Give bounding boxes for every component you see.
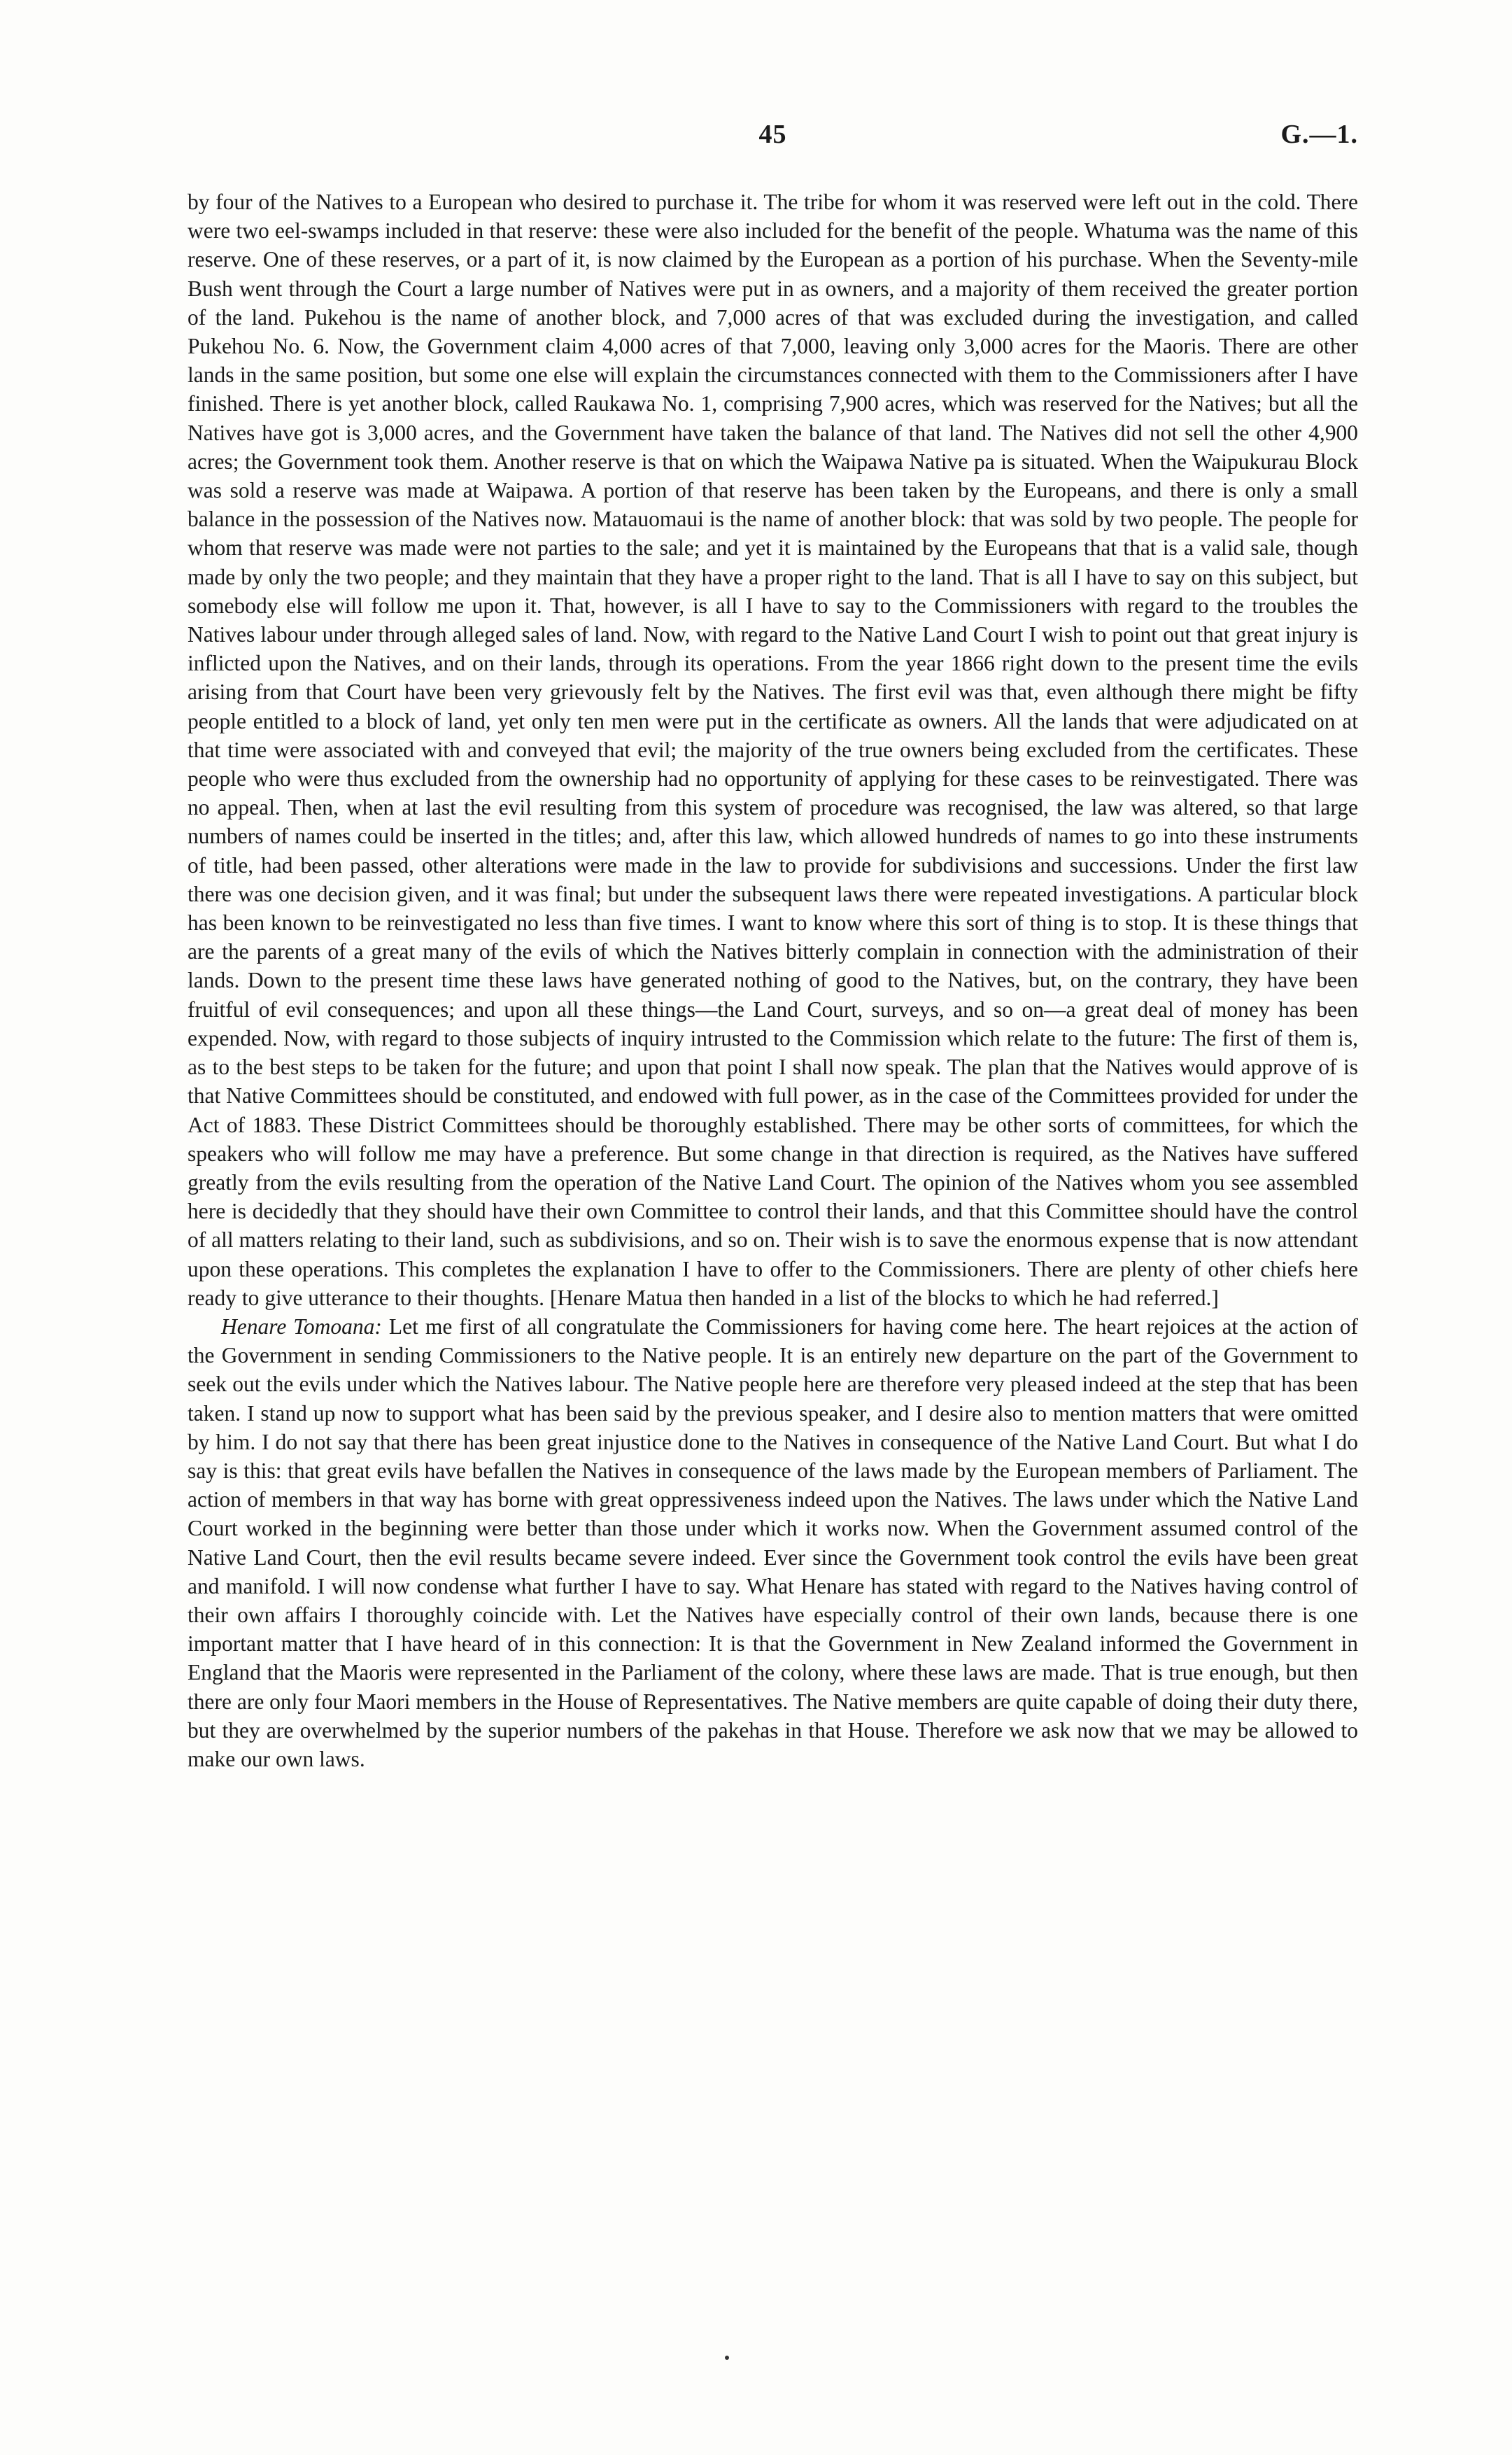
page-dot-mark	[725, 2356, 729, 2360]
page-header	[188, 119, 1358, 161]
paragraph-2	[188, 1312, 1358, 1773]
section-code: G.—1.	[1280, 120, 1358, 149]
paragraph-1	[188, 188, 1358, 1312]
body-text	[188, 188, 1358, 1773]
paragraph-1-text: by four of the Natives to a European who desired to purchase it. The tribe for whom it was reserved were left out in the cold. There were two eel-swamps included in that reserve: these were also included for the benefit of the people. Whatuma was the name of this reserve. One of these reserves, or a part of it, is now claimed by the European as a portion of his purchase. When the Seventy-mile Bush went through the Court a large number of Natives were put in as owners, and a majority of them received the greater portion of the land. Pukehou is the name of another block, and 7,000 acres of that was excluded during the investigation, and called Pukehou No. 6. Now, the Government claim 4,000 acres of that 7,000, leaving only 3,000 acres for the Maoris. There are other lands in the same position, but some one else will explain the circumstances connected with them to the Commissioners after I have finished. There is yet another block, called Raukawa No. 1, comprising 7,900 acres, which was reserved for the Natives; but all the Natives have got is 3,000 acres, and the Government have taken the balance of that land. The Natives did not sell the other 4,900 acres; the Government took them. Another reserve is that on which the Waipawa Native pa is situated. When the Waipukurau Block was sold a reserve was made at Waipawa. A portion of that reserve has been taken by the Europeans, and there is only a small balance in the possession of the Natives now. Matauomaui is the name of another block: that was sold by two people. The people for whom that reserve was made were not parties to the sale; and yet it is maintained by the Europeans that that is a valid sale, though made by only the two people; and they maintain that they have a proper right to the land. That is all I have to say on this subject, but somebody else will follow me upon it. That, however, is all I have to say to the Commissioners with regard to the troubles the Natives labour under through alleged sales of land. Now, with regard to the Native Land Court I wish to point out that great injury is inflicted upon the Natives, and on their lands, through its operations. From the year 1866 right down to the present time the evils arising from that Court have been very grievously felt by the Natives. The first evil was that, even although there might be fifty people entitled to a block of land, yet only ten men were put in the certificate as owners. All the lands that were adjudicated on at that time were associated with and conveyed that evil; the majority of the true owners being excluded from the certificates. These people who were thus excluded from the ownership had no opportunity of applying for these cases to be reinvestigated. There was no appeal. Then, when at last the evil resulting from this system of procedure was recognised, the law was altered, so that large numbers of names could be inserted in the titles; and, after this law, which allowed hundreds of names to go into these instruments of title, had been passed, other alterations were made in the law to provide for subdivisions and successions. Under the first law there was one decision given, and it was final; but under the subsequent laws there were repeated investigations. A particular block has been known to be reinvestigated no less than five times. I want to know where this sort of thing is to stop. It is these things that are the parents of a great many of the evils of which the Natives bitterly complain in connection with the administration of their lands. Down to the present time these laws have generated nothing of good to the Natives, but, on the contrary, they have been fruitful of evil consequences; and upon all these things—the Land Court, surveys, and so on—a great deal of money has been expended. Now, with regard to those subjects of inquiry intrusted to the Commission which relate to the future: The first of them is, as to the best steps to be taken for the future; and upon that point I shall now speak. The plan that the Natives would approve of is that Native Committees should be constituted, and endowed with full power, as in the case of the Committees provided for under the Act of 1883. These District Committees should be thoroughly established. There may be other sorts of committees, for which the speakers who will follow me may have a preference. But some change in that direction is required, as the Natives have suffered greatly from the evils resulting from the operation of the Native Land Court. The opinion of the Natives whom you see assembled here is decidedly that they should have their own Committee to control their lands, and that this Committee should have the control of all matters relating to their land, such as subdivisions, and so on. Their wish is to save the enormous expense that is now attendant upon these operations. This completes the explanation I have to offer to the Commissioners. There are plenty of other chiefs here ready to give utterance to their thoughts. [Henare Matua then handed in a list of the blocks to which he had referred.]	[188, 190, 1358, 1310]
speaker-name: Henare Tomoana:	[221, 1314, 382, 1339]
paragraph-2-text: Let me first of all congratulate the Commissioners for having come here. The heart rejoices at the action of the Government in sending Commissioners to the Native people. It is an entirely new departure on the part of the Government to seek out the evils under which the Natives labour. The Native people here are therefore very pleased indeed at the step that has been taken. I stand up now to support what has been said by the previous speaker, and I desire also to mention matters that were omitted by him. I do not say that there has been great injustice done to the Natives in consequence of the Native Land Court. But what I do say is this: that great evils have befallen the Natives in consequence of the laws made by the European members of Parliament. The action of members in that way has borne with great oppressiveness indeed upon the Natives. The laws under which the Native Land Court worked in the beginning were better than those under which it works now. When the Government assumed control of the Native Land Court, then the evil results became severe indeed. Ever since the Government took control the evils have been great and manifold. I will now condense what further I have to say. What Henare has stated with regard to the Natives having control of their own affairs I thoroughly coincide with. Let the Natives have especially control of their own lands, because there is one important matter that I have heard of in this connection: It is that the Government in New Zealand informed the Government in England that the Maoris were represented in the Parliament of the colony, where these laws are made. That is true enough, but then there are only four Maori members in the House of Representatives. The Native members are quite capable of doing their duty there, but they are overwhelmed by the superior numbers of the pakehas in that House. Therefore we ask now that we may be allowed to make our own laws.	[188, 1314, 1358, 1771]
page-number: 45	[758, 120, 787, 149]
